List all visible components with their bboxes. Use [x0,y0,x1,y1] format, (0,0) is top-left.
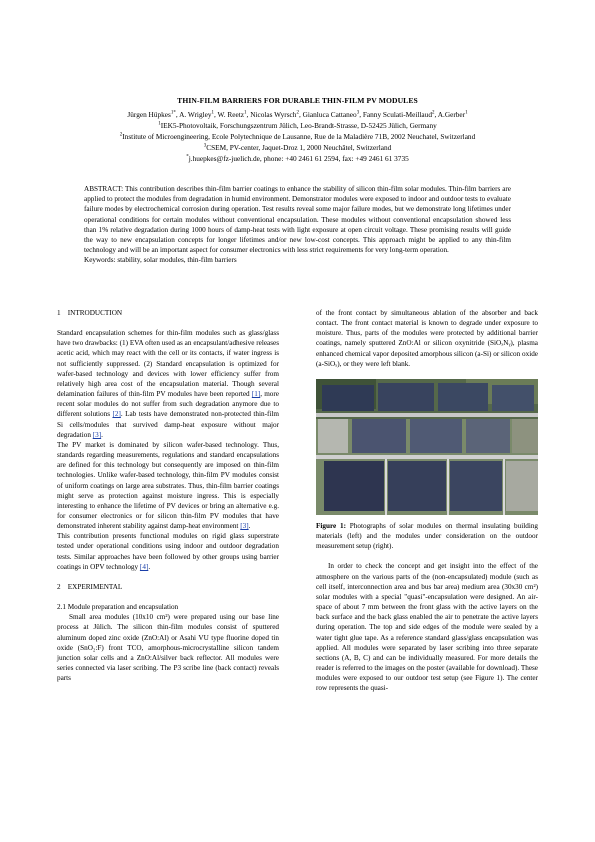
author-sup: 2 [431,110,435,116]
figure-label: Figure 1: [316,521,347,530]
experimental-paragraph-2: of the front contact by simultaneous ablation of the absorber and back contact. The front contact material is known to degrade under exposure to moisture. Thus, parts of the modules were protected by additional barrier coatings, namely sputtered ZnO:Al or silicon oxynitride (SiOₓNᵧ), plasma enhanced chemical vapor deposited amorphous silicon (a-Si) or silicon oxide (a-SiOₓ), or they were left blank. [316,309,538,368]
author-sup: 1 [465,110,468,116]
caption-text: Photographs of solar modules on thermal insulating building materials (left) and the modules under consideration on the outdoor measurement setup (right). [316,521,539,551]
affiliation-sup: 2 [119,132,123,138]
intro-paragraph-3 [57,531,279,572]
reference-link-3[interactable]: [3] [92,430,102,439]
reference-link-4[interactable]: [4] [139,562,149,571]
paragraph-text: Standard encapsulation schemes for thin-film modules such as glass/glass have two drawbacks: (1) EVA often used as an encapsulant/adhesive releases acetic acid, which may react with the cell or its contacts, if water ingress is not sufficiently suppressed. (2) Standard encapsulation is optimized for wafer-based technology and devices with lower efficiency suffer from relatively high area cost of the encapsulation material. Though several delamination failures of thin-film PV modules have been reported [57,329,279,399]
paper-title: THIN-FILM BARRIERS FOR DURABLE THIN-FILM PV MODULES [177,96,418,105]
author-name: Jürgen Hüpkes [127,110,171,119]
figure-1-caption [316,521,538,551]
intro-paragraph-2 [57,440,279,531]
paragraph-text: , more recent solar modules do not suffer from such degradation anymore due to different solutions [57,390,279,419]
left-column [57,308,279,683]
author-list: Jürgen Hüpkes$^{1*}$, A. Wrigley$^1$, W. Reetz$^1$, Nicolas Wyrsch$^2$, Gianluca Cattaneo$^3$, Fanny Sculati-Meillaud$^2$, A.Gerber$^1$ [127,110,468,119]
author-sup: 1 [244,110,247,116]
affiliation-3 [0,143,595,153]
author-name: W. Reetz [217,110,245,119]
experimental-paragraph-1: Small area modules (10x10 cm²) were prepared using our base line process at Jülich. The silicon thin-film modules consist of sputtered aluminum doped zinc oxide (ZnO:Al) or Asahi VU type fluorine doped tin oxide (SnO₂:F) front TCO, amorphous-microcrystalline silicon tandem junction solar cells and a ZnO:Al/silver back reflector. All modules were series connected via laser scribing. The P3 scribe line (back contact) reveals parts [57,613,279,683]
paragraph-text: This contribution presents functional modules on rigid glass superstrate tested under operational conditions using indoor and outdoor degradation tests. Similar approaches have been followed by other groups using barrier coatings in OPV technology [57,532,279,571]
author-name: A. Wrigley [179,110,212,119]
affiliation-2 [0,132,595,142]
reference-link-1[interactable]: [1] [251,390,261,399]
solar-modules-photo [316,379,538,515]
right-column [316,308,538,693]
affiliation-text: IEK5-Photovoltaik, Forschungszentrum Jülich, Leo-Brandt-Strasse, D-52425 Jülich, Germany [160,121,437,130]
paragraph-text: . [148,562,151,571]
paragraph-text: . Lab tests have demonstrated non-protected thin-film Si cells/modules that survived damp-heat exposure without major degradation [57,410,279,439]
affiliation-text: Institute of Microengineering, Ecole Polytechnique de Lausanne, Rue de la Maladière 71B, 2002 Neuchatel, Switzerland [122,132,476,141]
affiliation-sup: 1 [158,121,161,127]
section-heading-experimental: 2 EXPERIMENTAL [57,582,123,591]
section-heading-introduction: 1 INTRODUCTION [57,309,123,317]
figure-1-photograph [316,379,538,515]
intro-paragraph-1 [57,328,279,440]
subsection-heading-module-preparation: 2.1 Module preparation and encapsulation [57,603,179,612]
paragraph-text: . [101,430,103,439]
abstract-text: ABSTRACT: This contribution describes thin-film barrier coatings to enhance the stability of silicon thin-film solar modules. Thin-film barriers are applied to protect the modules from degradation in humid environment. Demonstrator modules were exposed to indoor and outdoor tests to evaluate failure modes by electrochemical corrosion during operation. Test results reveal some major failure modes, but we demonstrate long lifetimes under operational conditions for certain modules without conventional encapsulation. These modules without conventional encapsulation showed less than 1% relative degradation during 1000 hours of damp-heat tests with light exposure at open circuit voltage. These promising results will guide the way to new encapsulation concepts for longer lifetimes and/or new low-cost concepts. This approach might be applied to any thin-film technology and will be an important aspect for consumer electronics with less strict requirements for very long-term operation. [84,185,511,255]
paragraph-text: The PV market is dominated by silicon wafer-based technology. Thus, standards regarding measurements, regulations and standard encapsulations are defined for this technology but consequently are imposed on thin-film technologies. Unlike wafer-based technology, thin-film PV modules consist of uniform coatings on large area substrates. Thus, thin-film barrier coatings might serve as protection against moisture ingress. This is especially interesting to enhance the lifetime of PV devices or bring an alternative e.g. for consumer electronics or for silicon thin-film PV modules that have demonstrated inherent stability against damp-heat environment [57,440,279,531]
affiliation-1 [0,121,595,131]
author-sup: 1* [170,110,176,116]
contact-text: j.huepkes@fz-juelich.de, phone: +40 2461 61 2594, fax: +49 2461 61 3735 [188,154,409,163]
author-sup: 1 [211,110,215,116]
experimental-paragraph-3: In order to check the concept and get insight into the effect of the atmosphere on the various parts of the (non-encapsulated) module (such as cell itself, interconnection area and bus bar area) medium area (30x30 cm²) solar modules with a special "quasi"-encapsulation were designed. An air-space of about 7 mm between the front glass with the active layers on the back surface and the back glass enabled the air to penetrate the active layers during operation. The top and side edges of the module were sealed by a water tight glue tape. As a reference standard glass/glass encapsulation was applied. All modules were separated by laser scribing into three separate sections (A, B, C) and can be individually measured. For more details the reader is referred to the images on the poster (available for download). These modules were exposed to our outdoor test setup (see Figure 1). The center row represents the quasi- [316,562,538,693]
reference-link-2[interactable]: [2] [112,410,121,419]
author-sup: 3 [356,110,360,116]
reference-link-3b[interactable]: [3] [240,522,249,531]
author-sup: 2 [296,110,299,116]
affiliation-sup: * [186,154,189,160]
keywords: Keywords: stability, solar modules, thin-film barriers [84,256,237,265]
author-name: A.Gerber [437,110,466,119]
author-name: Nicolas Wyrsch [250,110,297,119]
author-name: Fanny Sculati-Meillaud [362,110,432,119]
author-name: Gianluca Cattaneo [302,110,357,119]
affiliation-sup: 3 [203,143,207,149]
paragraph-text: . [248,522,251,531]
affiliation-text: CSEM, PV-center, Jaquet-Droz 1, 2000 Neuchâtel, Switzerland [206,143,392,152]
abstract-block [84,184,511,266]
contact-line [0,154,595,164]
